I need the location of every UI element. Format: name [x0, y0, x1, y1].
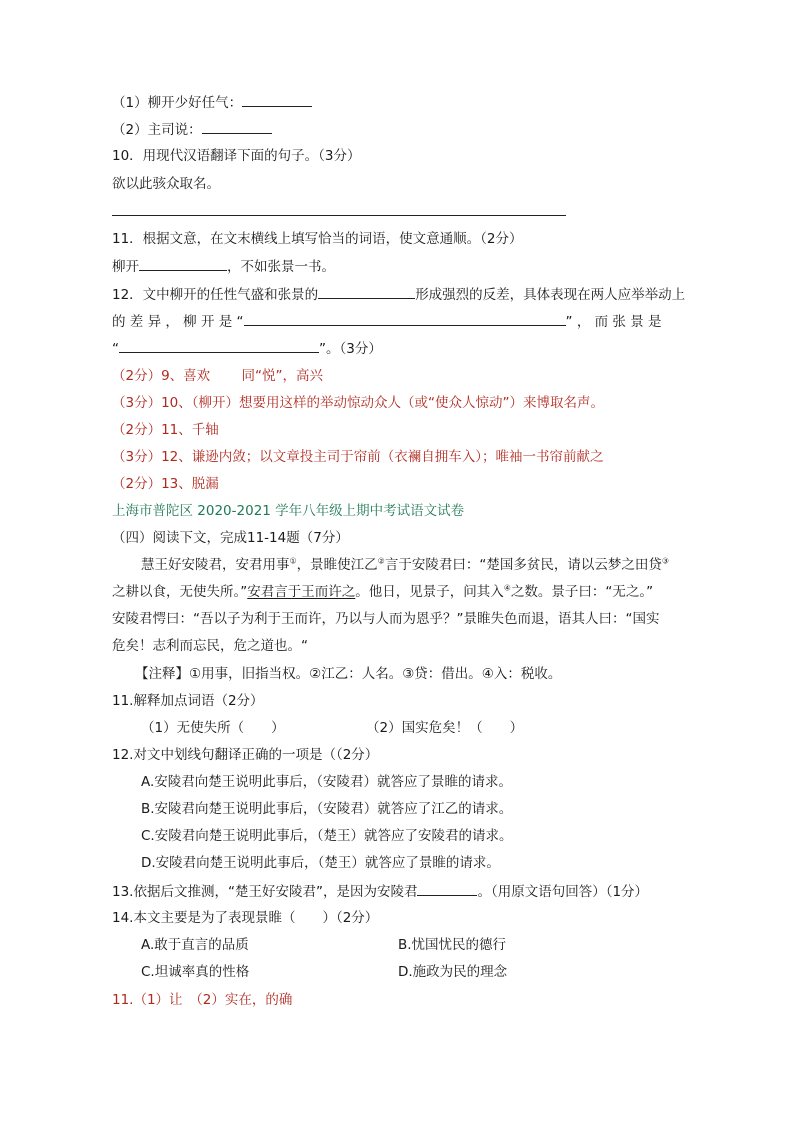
answer-blank [244, 311, 566, 326]
q14b-heading: 14.本文主要是为了表现景睢（ ）（2分） [112, 910, 379, 926]
source-title: 上海市普陀区 2020-2021 学年八年级上期中考试语文试卷 [112, 503, 465, 519]
underlined-sentence: 安君言于王而许之 [247, 584, 356, 600]
q13b: 13.依据后文推测，“楚王好安陵君”，是因为安陵君 。（用原文语句回答）（1分） [112, 881, 648, 902]
q11-heading: 11．根据文意，在文末横线上填写恰当的词语，使文意通顺。（2分） [112, 231, 523, 247]
answer-12: （3分）12、谦逊内敛；以文章投主司于帘前（衣襕自拥车入）；唯袖一书帘前献之 [112, 449, 604, 465]
passage-line-4: 危矣！志利而忘民，危之道也。“ [112, 638, 308, 654]
q12b-option-c: C.安陵君向楚王说明此事后，（楚王）就答应了安陵君的请求。 [141, 828, 513, 844]
q11b-item-1: （1）无使失所（ ） [141, 720, 285, 736]
q11b-heading: 11.解释加点词语（2分） [112, 693, 264, 709]
q9-2: （2）主司说： [112, 119, 272, 140]
answer-9: （2分）9、喜欢 同“悦”，高兴 [112, 368, 323, 384]
answer-13: （2分）13、脱漏 [112, 476, 219, 492]
answer-blank [202, 119, 272, 134]
q14b-option-c: C.坦诚率真的性格 [141, 964, 250, 980]
q11-fill: 柳开 ，不如张景一书。 [112, 256, 335, 277]
q12-line3: “ ”。（3分） [112, 338, 382, 359]
q14b-option-a: A.敢于直言的品质 [141, 937, 249, 953]
q10-sentence: 欲以此骇众取名。 [112, 176, 220, 192]
passage-line-3: 安陵君愕曰：“吾以子为利于王而许，乃以与人而为恩乎？”景睢失色而退，语其人曰：“国实 [112, 611, 660, 627]
q12b-heading: 12.对文中划线句翻译正确的一项是（（2分） [112, 747, 379, 763]
answer-11b: 11.（1）让 （2）实在，的确 [112, 992, 293, 1008]
answer-blank [242, 92, 312, 107]
section-heading: （四）阅读下文，完成11-14题（7分） [112, 530, 349, 546]
q12-line1: 12．文中柳开的任性气盛和张景的 形成强烈的反差，具体表现在两人应举举动上 [112, 284, 685, 305]
answer-blank [417, 881, 477, 896]
passage-line-1: 慧王好安陵君，安君用事①，景睢使江乙②言于安陵君曰：“楚国多贫民，请以云梦之田贷③ [141, 556, 670, 573]
passage-notes: 【注释】①用事，旧指当权。②江乙：人名。③贷：借出。④入：税收。 [135, 666, 562, 682]
q14b-option-b: B.忧国忧民的德行 [398, 937, 507, 953]
answer-blank [318, 284, 415, 299]
answer-10: （3分）10、（柳开）想要用这样的举动惊动众人（或“使众人惊动”）来博取名声。 [112, 395, 605, 411]
q12-line2: 的 差 异 ， 柳 开 是 “ ” ， 而 张 景 是 [112, 311, 662, 332]
passage-line-2: 之耕以食，无使失所。”安君言于王而许之。他日，见景子，问其入④之数。景子曰：“无之。” [112, 583, 654, 600]
q12b-option-a: A.安陵君向楚王说明此事后，（安陵君）就答应了景睢的请求。 [141, 774, 513, 790]
q12b-option-b: B.安陵君向楚王说明此事后，（安陵君）就答应了江乙的请求。 [141, 801, 513, 817]
answer-blank [139, 256, 227, 271]
answer-blank [119, 338, 319, 353]
q14b-option-d: D.施政为民的理念 [398, 964, 508, 980]
q11b-item-2: （2）国实危矣！（ ） [366, 720, 524, 736]
q12b-option-d: D.安陵君向楚王说明此事后，（楚王）就答应了景睢的请求。 [141, 855, 500, 871]
answer-rule [112, 215, 566, 216]
q9-1: （1）柳开少好任气： [112, 92, 312, 113]
answer-11: （2分）11、千轴 [112, 422, 219, 438]
q10-heading: 10．用现代汉语翻译下面的句子。（3分） [112, 148, 361, 164]
